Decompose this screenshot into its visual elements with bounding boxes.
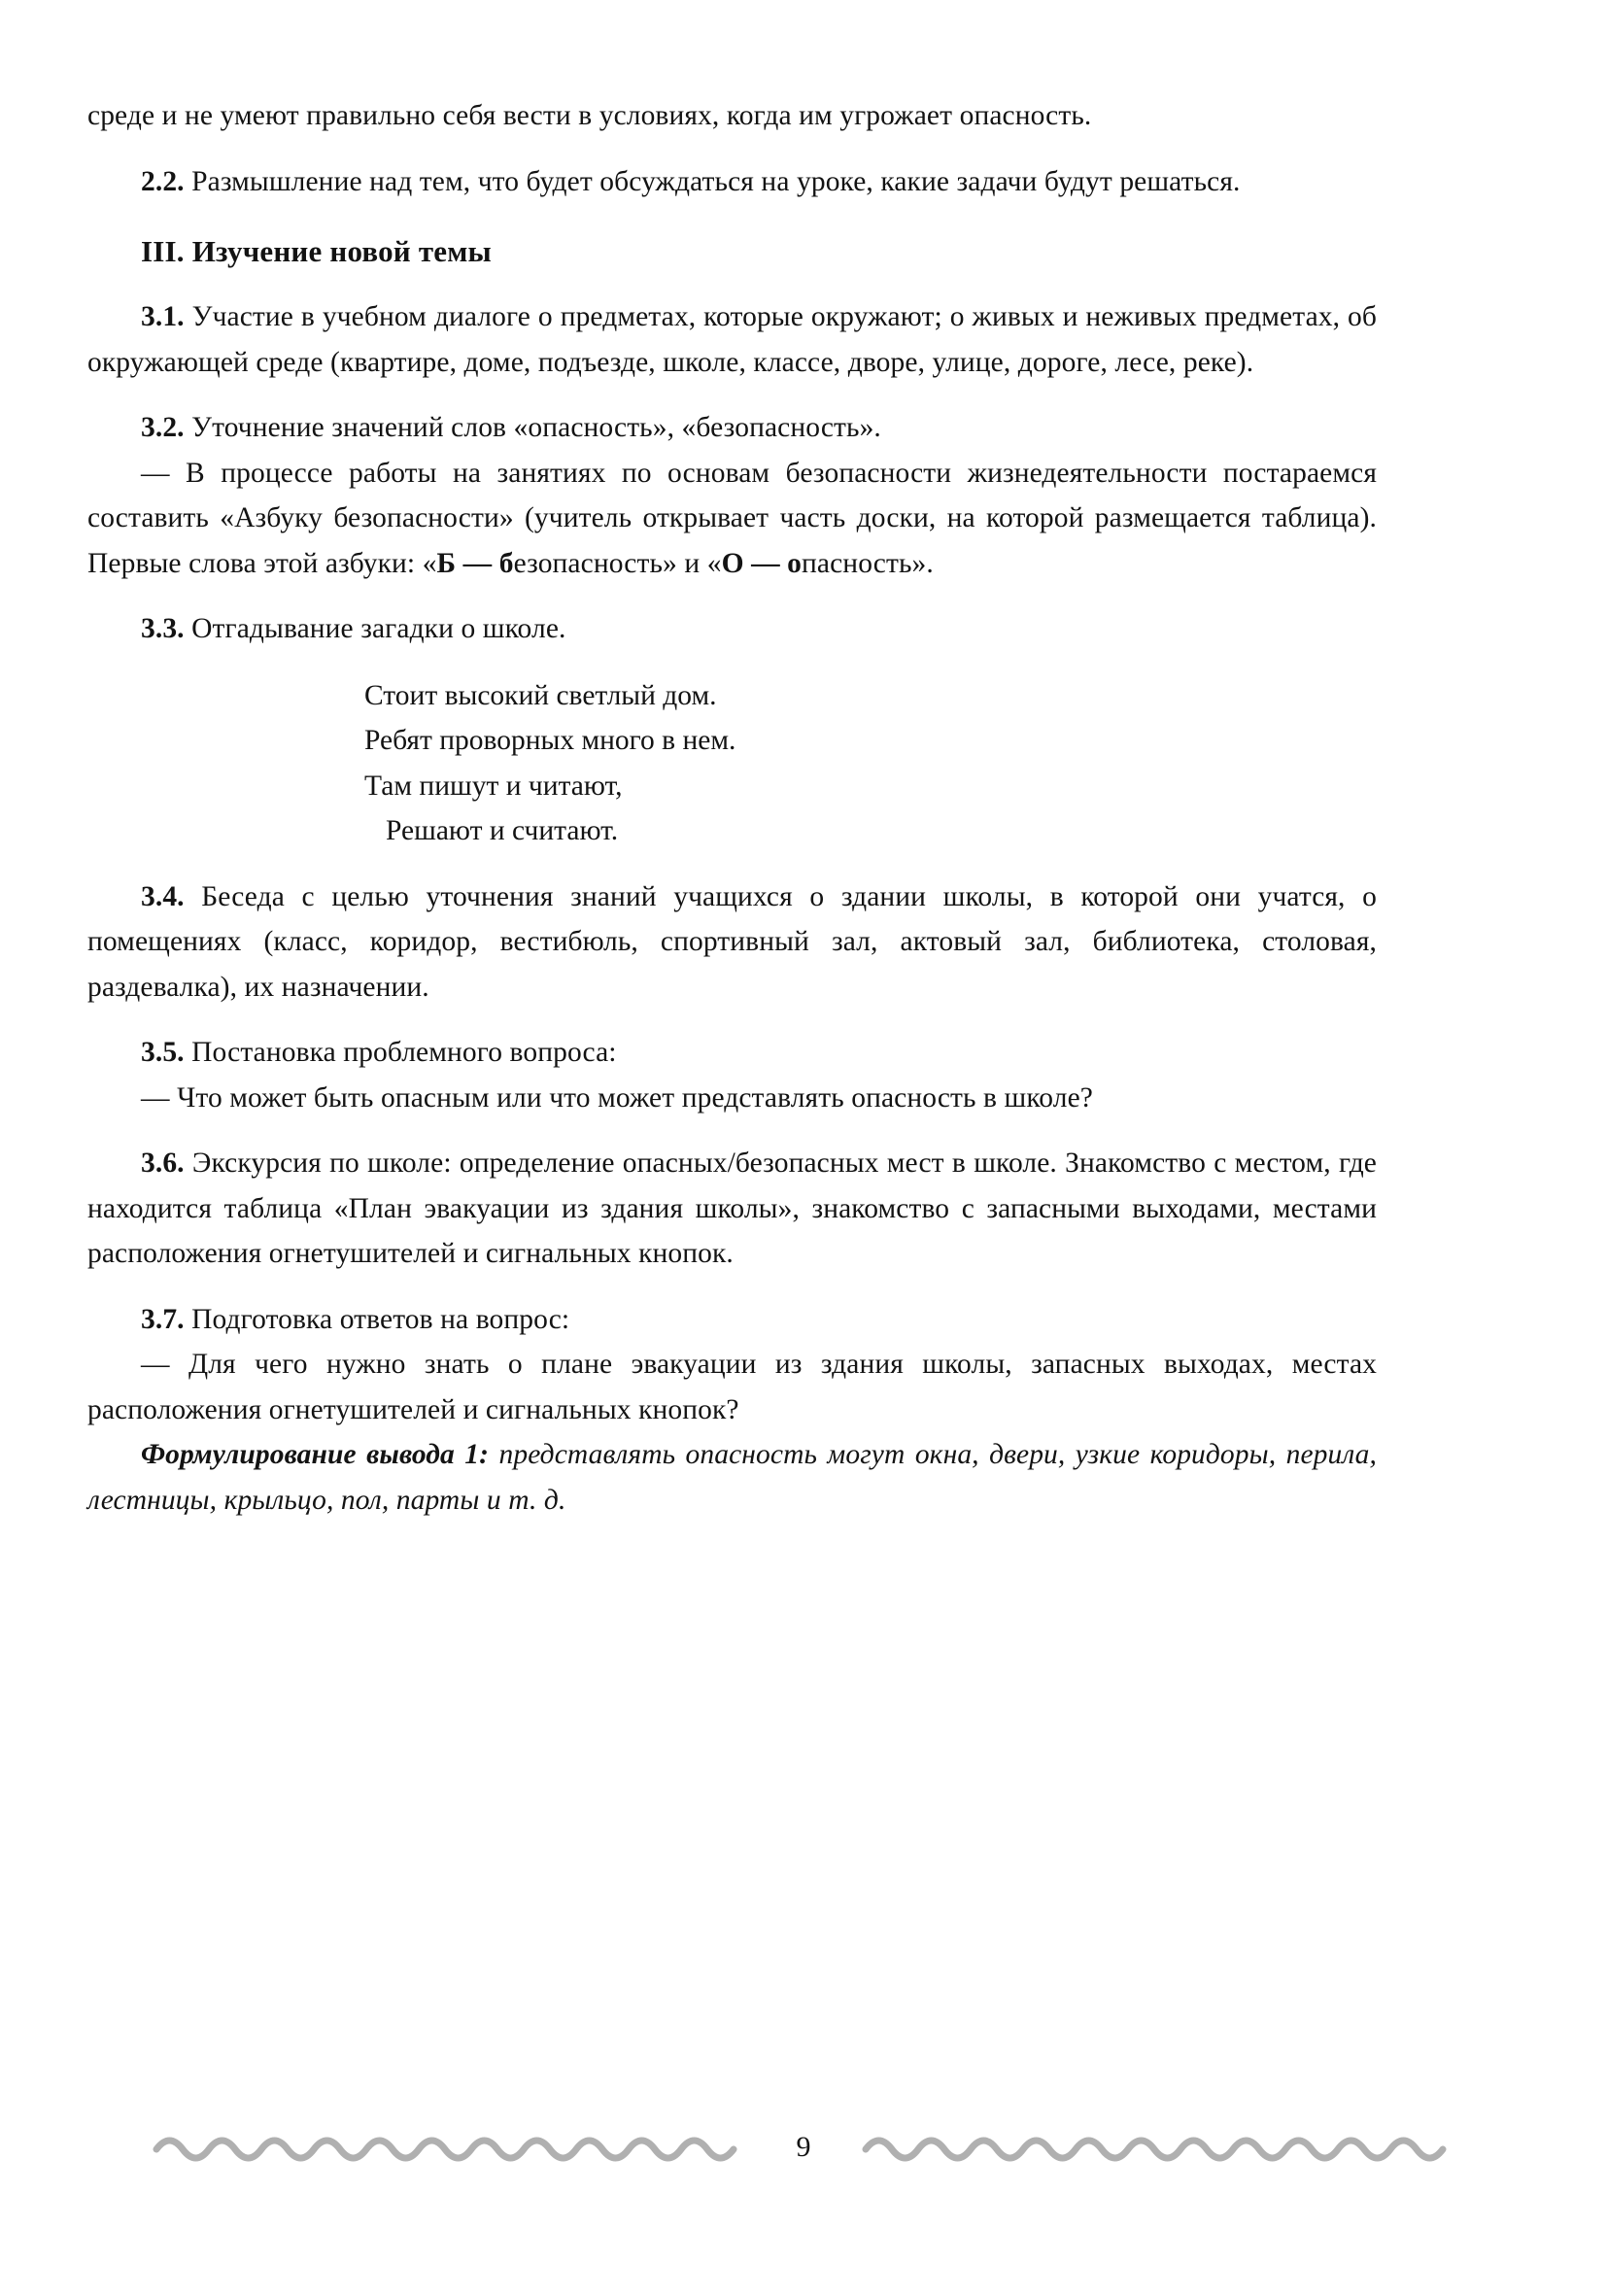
item-number-3-2: 3.2. [141,412,185,443]
paragraph-2-2 [87,159,1377,205]
paragraph-3-7 [87,1297,1377,1343]
paragraph-conclusion [87,1432,1377,1523]
riddle-verse-block [87,673,1377,854]
item-text-3-2: Уточнение значений слов «опасность», «безопасность». [184,412,881,443]
item-text-3-3: Отгадывание загадки о школе. [184,613,566,644]
word-bezopasnost: езопасность» [513,547,677,579]
bold-letter-o: О — о [721,547,803,579]
item-text-3-7: Подготовка ответов на вопрос: [184,1303,570,1335]
item-number-3-4: 3.4. [141,880,185,912]
item-number-3-3: 3.3. [141,613,185,644]
verse-line-2: Ребят проворных много в нем. [364,725,736,756]
item-number-3-7: 3.7. [141,1303,185,1335]
paragraph-3-6 [87,1141,1377,1277]
verse-line-4: Решают и считают. [386,815,619,846]
bold-letter-b: Б — б [436,547,514,579]
paragraph-3-7-dash: — Для чего нужно знать о плане эвакуации из здания школы, запасных выходах, местах расположения огнетушителей и сигнальных кнопок? [87,1349,1377,1425]
conjunction-and: и « [676,547,722,579]
paragraph-3-5 [87,1030,1377,1076]
heading-section-III: III. Изучение новой темы [141,234,492,268]
paragraph-3-1 [87,294,1377,385]
page-number: 9 [796,2131,811,2163]
item-number-3-5: 3.5. [141,1037,185,1068]
conclusion-label: Формулирование вывода 1: [141,1439,490,1470]
footer-wave-right [862,2128,1454,2167]
verse-line-1: Стоит высокий светлый дом. [364,679,717,711]
paragraph-3-4 [87,874,1377,1011]
paragraph-3-2 [87,405,1377,451]
footer-wave-left [153,2128,745,2167]
paragraph-3-5-dash: — Что может быть опасным или что может представлять опасность в школе? [141,1081,1093,1114]
page-footer [0,2113,1607,2181]
item-text-3-6: Экскурсия по школе: определение опасных/безопасных мест в школе. Знакомство с местом, где находится таблица «План эвакуации из здания школы», знакомство с запасными выходами, местами расположения огнетушителей и сигнальных кнопок. [87,1148,1377,1269]
quote-open-b: « [422,547,437,579]
item-text-2-2: Размышление над тем, что будет обсуждаться на уроке, какие задачи будут решаться. [184,165,1241,197]
paragraph-3-2-dash [87,451,1377,587]
item-text-3-4: Беседа с целью уточнения знаний учащихся о здании школы, в которой они учатся, о помещениях (класс, коридор, вестибюль, спортивный зал, актовый зал, библиотека, столовая, раздевалка), их назначении. [87,880,1377,1003]
item-text-3-5: Постановка проблемного вопроса: [184,1037,617,1068]
page-content [87,93,1377,1523]
item-number-3-1: 3.1. [141,301,185,332]
word-opasnost: пасность». [802,547,934,579]
conclusion-text: представлять опасность могут окна, двери, узкие коридоры, перила, лестницы, крыльцо, пол, парты и т. д. [87,1439,1377,1516]
paragraph-continuation: среде и не умеют правильно себя вести в условиях, когда им угрожает опасность. [87,100,1092,131]
item-text-3-1: Участие в учебном диалоге о предметах, которые окружают; о живых и неживых предметах, об окружающей среде (квартире, доме, подъезде, школе, классе, дворе, улице, дороге, лесе, реке). [87,301,1377,378]
paragraph-3-3 [87,606,1377,652]
item-number-2-2: 2.2. [141,165,185,197]
item-number-3-6: 3.6. [141,1148,185,1179]
dash-text-lead: — В процессе работы на занятиях по основам безопасности жизнедеятельности постараемся составить «Азбуку безопасности» (учитель открывает часть доски, на которой размещается таблица). Первые слова этой азбуки: [87,457,1377,579]
verse-line-3: Там пишут и читают, [364,770,623,802]
